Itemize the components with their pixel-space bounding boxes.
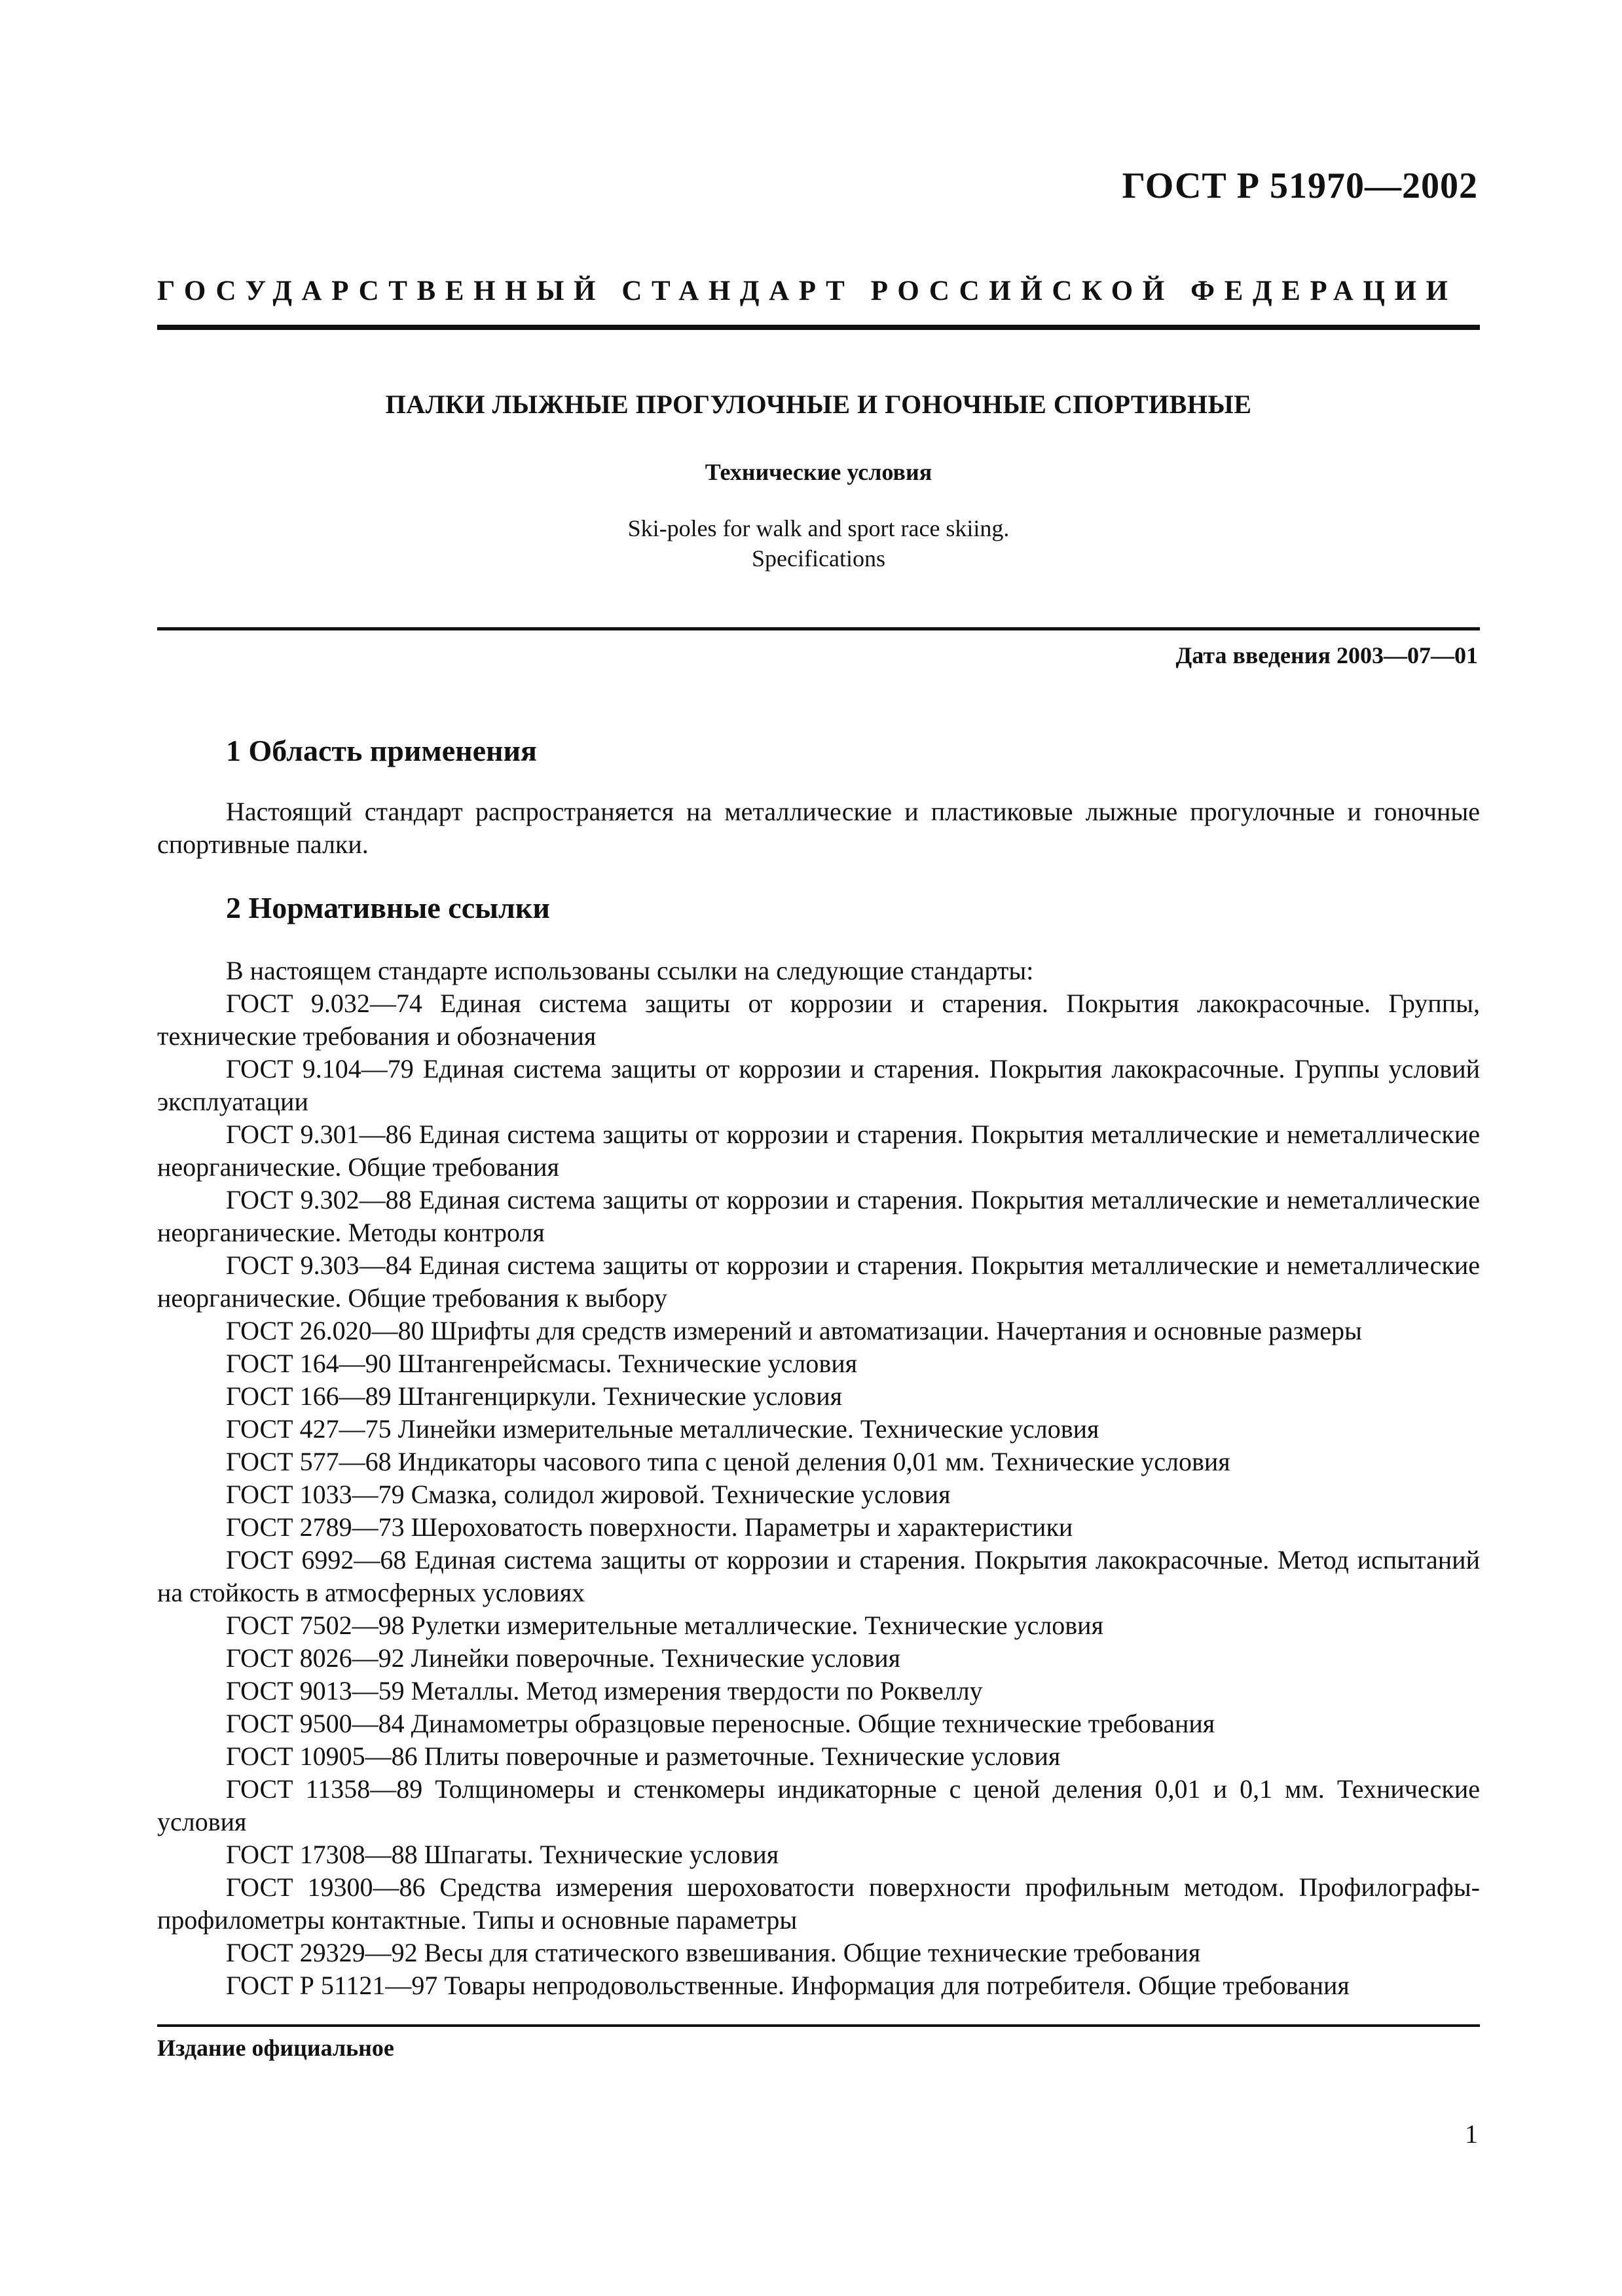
reference-item: ГОСТ Р 51121—97 Товары непродовольственные. Информация для потребителя. Общие требования: [226, 1971, 1350, 2000]
reference-item: ГОСТ 427—75 Линейки измерительные металлические. Технические условия: [226, 1414, 1099, 1444]
reference-item: ГОСТ 7502—98 Рулетки измерительные металлические. Технические условия: [226, 1611, 1103, 1640]
reference-item: ГОСТ 9013—59 Металлы. Метод измерения твердости по Роквеллу: [226, 1676, 983, 1705]
header-rule: [157, 325, 1480, 330]
reference-item: ГОСТ 6992—68 Единая система защиты от коррозии и старения. Покрытия лакокрасочные. Метод испытаний на стойкость в атмосферных условиях: [157, 1545, 1480, 1607]
english-title-line-2: Specifications: [752, 545, 885, 572]
reference-item: ГОСТ 166—89 Штангенциркули. Технические условия: [226, 1381, 842, 1411]
section-heading-references: 2 Нормативные ссылки: [226, 891, 550, 924]
reference-item: ГОСТ 2789—73 Шероховатость поверхности. Параметры и характеристики: [226, 1512, 1073, 1542]
reference-item: ГОСТ 9.303—84 Единая система защиты от коррозии и старения. Покрытия металлические и неметаллические неорганические. Общие требования к выбору: [157, 1250, 1480, 1313]
reference-item: ГОСТ 9.032—74 Единая система защиты от коррозии и старения. Покрытия лакокрасочные. Группы, технические требования и обозначения: [157, 989, 1480, 1051]
section-heading-scope: 1 Область применения: [226, 734, 537, 767]
english-title: [157, 513, 1480, 574]
document-subtitle: Технические условия: [705, 459, 932, 485]
document-number: ГОСТ Р 51970—2002: [1122, 166, 1478, 206]
reference-item: ГОСТ 11358—89 Толщиномеры и стенкомеры индикаторные с ценой деления 0,01 и 0,1 мм. Технические условия: [157, 1774, 1480, 1836]
reference-item: ГОСТ 9.104—79 Единая система защиты от коррозии и старения. Покрытия лакокрасочные. Группы условий эксплуатации: [157, 1054, 1480, 1116]
scope-text: Настоящий стандарт распространяется на металлические и пластиковые лыжные прогулочные и гоночные спортивные палки.: [157, 797, 1480, 859]
document-title: ПАЛКИ ЛЫЖНЫЕ ПРОГУЛОЧНЫЕ И ГОНОЧНЫЕ СПОРТИВНЫЕ: [385, 390, 1252, 419]
reference-item: ГОСТ 577—68 Индикаторы часового типа с ценой деления 0,01 мм. Технические условия: [226, 1447, 1230, 1476]
page-number: 1: [1465, 2119, 1478, 2149]
scope-paragraph: [157, 795, 1480, 861]
introduction-date: Дата введения 2003—07—01: [1175, 642, 1478, 668]
reference-item: ГОСТ 1033—79 Смазка, солидол жировой. Технические условия: [226, 1480, 951, 1509]
reference-item: ГОСТ 9.302—88 Единая система защиты от коррозии и старения. Покрытия металлические и неметаллические неорганические. Методы контроля: [157, 1185, 1480, 1247]
reference-item: ГОСТ 26.020—80 Шрифты для средств измерений и автоматизации. Начертания и основные размеры: [226, 1316, 1362, 1345]
references-intro: В настоящем стандарте использованы ссылки на следующие стандарты:: [226, 956, 1034, 985]
english-title-line-1: Ski-poles for walk and sport race skiing.: [627, 515, 1010, 541]
state-standard-header: ГОСУДАРСТВЕННЫЙ СТАНДАРТ РОССИЙСКОЙ ФЕДЕРАЦИИ: [157, 276, 1458, 306]
reference-item: ГОСТ 10905—86 Плиты поверочные и разметочные. Технические условия: [226, 1741, 1061, 1771]
reference-item: ГОСТ 17308—88 Шпагаты. Технические условия: [226, 1840, 779, 1869]
edition-label: Издание официальное: [157, 2035, 394, 2061]
reference-item: ГОСТ 8026—92 Линейки поверочные. Технические условия: [226, 1643, 901, 1673]
footer-rule: [157, 2024, 1480, 2027]
reference-item: ГОСТ 19300—86 Средства измерения шероховатости поверхности профильным методом. Профилографы-профилометры контактные. Типы и основные параметры: [157, 1872, 1480, 1935]
references-list: [157, 955, 1480, 2002]
title-rule: [157, 627, 1480, 630]
reference-item: ГОСТ 9.301—86 Единая система защиты от коррозии и старения. Покрытия металлические и неметаллические неорганические. Общие требования: [157, 1120, 1480, 1182]
reference-item: ГОСТ 164—90 Штангенрейсмасы. Технические условия: [226, 1349, 858, 1378]
reference-item: ГОСТ 29329—92 Весы для статического взвешивания. Общие технические требования: [226, 1938, 1201, 1967]
reference-item: ГОСТ 9500—84 Динамометры образцовые переносные. Общие технические требования: [226, 1709, 1215, 1738]
